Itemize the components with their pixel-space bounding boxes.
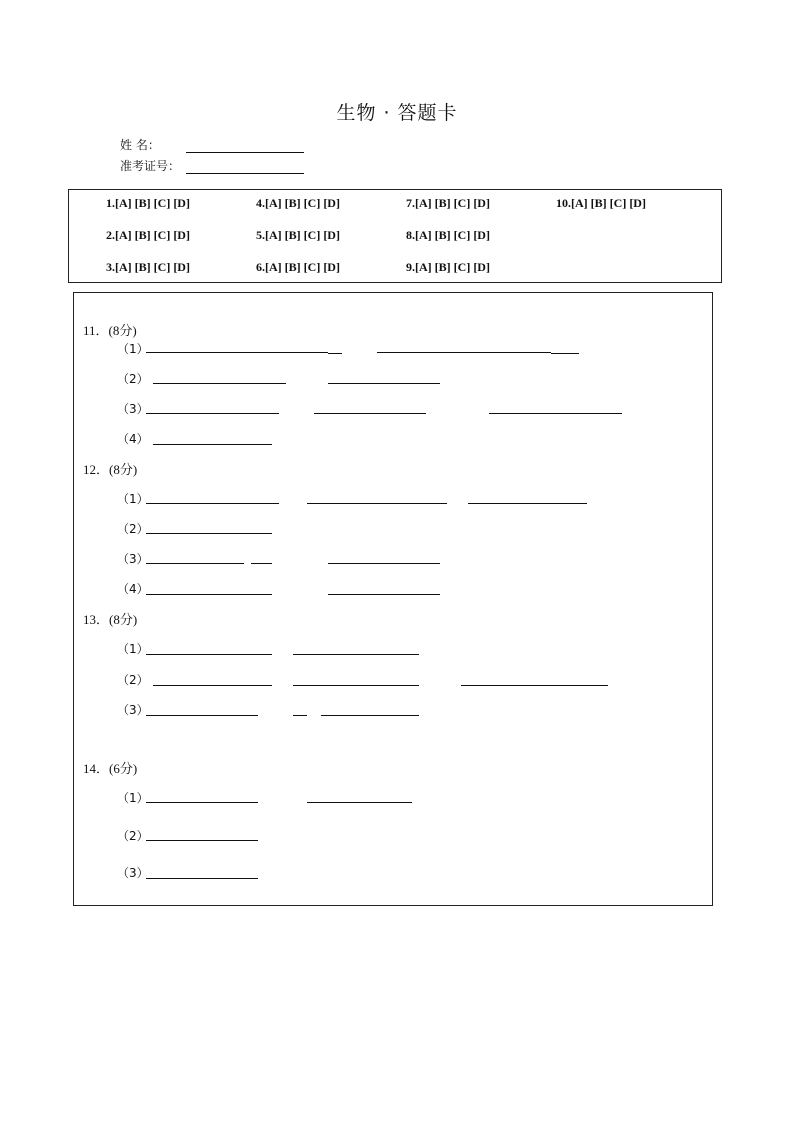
question-13-heading: 13．(8分) xyxy=(83,612,138,627)
q11-part-4-label: （4） xyxy=(117,432,149,446)
q13-part-1-label: （1） xyxy=(117,642,149,656)
q11-4-blank-a[interactable] xyxy=(153,444,272,445)
q12-part-3-label: （3） xyxy=(117,552,149,566)
mc-item-5[interactable]: 5.[A] [B] [C] [D] xyxy=(256,228,340,242)
q13-2-blank-c[interactable] xyxy=(461,685,608,686)
mc-item-4[interactable]: 4.[A] [B] [C] [D] xyxy=(256,196,340,210)
q13-part-2-label: （2） xyxy=(117,673,149,687)
q11-2-blank-b[interactable] xyxy=(328,383,440,384)
question-11-heading: 11．(8分) xyxy=(83,323,137,338)
q13-2-blank-b[interactable] xyxy=(293,685,419,686)
q12-4-blank-a[interactable] xyxy=(146,594,272,595)
q14-1-blank-b[interactable] xyxy=(307,802,412,803)
name-row xyxy=(120,136,304,153)
q11-2-blank-a[interactable] xyxy=(153,383,286,384)
q12-part-4-label: （4） xyxy=(117,582,149,596)
q12-1-blank-a[interactable] xyxy=(146,503,279,504)
q14-part-2-label: （2） xyxy=(117,829,149,843)
q13-1-blank-b[interactable] xyxy=(293,654,419,655)
mc-item-2[interactable]: 2.[A] [B] [C] [D] xyxy=(106,228,190,242)
mc-item-9[interactable]: 9.[A] [B] [C] [D] xyxy=(406,260,490,274)
q11-part-3-label: （3） xyxy=(117,402,149,416)
q14-part-3-label: （3） xyxy=(117,866,149,880)
q11-3-blank-c[interactable] xyxy=(489,413,622,414)
mc-item-6[interactable]: 6.[A] [B] [C] [D] xyxy=(256,260,340,274)
q12-3-blank-a-tail xyxy=(251,563,272,564)
name-field[interactable] xyxy=(186,140,304,153)
q14-1-blank-a[interactable] xyxy=(146,802,258,803)
q13-2-blank-a[interactable] xyxy=(153,685,272,686)
mc-item-1[interactable]: 1.[A] [B] [C] [D] xyxy=(106,196,190,210)
q13-3-blank-b-lead xyxy=(293,715,307,716)
q11-1-blank-b-tail xyxy=(551,353,579,354)
q11-1-blank-b[interactable] xyxy=(377,352,551,353)
mc-item-3[interactable]: 3.[A] [B] [C] [D] xyxy=(106,260,190,274)
q12-part-2-label: （2） xyxy=(117,522,149,536)
q14-3-blank-a[interactable] xyxy=(146,878,258,879)
question-12-heading: 12．(8分) xyxy=(83,462,138,477)
q13-3-blank-b[interactable] xyxy=(321,715,419,716)
q11-3-blank-a[interactable] xyxy=(146,413,279,414)
q12-1-blank-b[interactable] xyxy=(307,503,447,504)
exam-id-row xyxy=(120,157,304,174)
q14-2-blank-a[interactable] xyxy=(146,840,258,841)
q11-1-blank-a[interactable] xyxy=(146,352,328,353)
answer-box xyxy=(73,292,713,906)
name-label: 姓 名： xyxy=(120,138,160,152)
q12-2-blank-a[interactable] xyxy=(146,533,272,534)
mc-item-10[interactable]: 10.[A] [B] [C] [D] xyxy=(556,196,646,210)
page-title: 生物 · 答题卡 xyxy=(336,102,458,124)
q12-3-blank-a[interactable] xyxy=(146,563,244,564)
mc-item-8[interactable]: 8.[A] [B] [C] [D] xyxy=(406,228,490,242)
q13-1-blank-a[interactable] xyxy=(146,654,272,655)
q12-part-1-label: （1） xyxy=(117,492,149,506)
q11-1-blank-a-tail xyxy=(328,353,342,354)
exam-id-field[interactable] xyxy=(186,161,304,174)
exam-id-label: 准考证号： xyxy=(120,159,181,173)
q14-part-1-label: （1） xyxy=(117,791,149,805)
question-14-heading: 14．(6分) xyxy=(83,761,138,776)
q13-part-3-label: （3） xyxy=(117,703,149,717)
q11-3-blank-b[interactable] xyxy=(314,413,426,414)
q13-3-blank-a[interactable] xyxy=(146,715,258,716)
q12-1-blank-c[interactable] xyxy=(468,503,587,504)
q11-part-1-label: （1） xyxy=(117,342,149,356)
q11-part-2-label: （2） xyxy=(117,372,149,386)
q12-3-blank-b[interactable] xyxy=(328,563,440,564)
q12-4-blank-b[interactable] xyxy=(328,594,440,595)
mc-item-7[interactable]: 7.[A] [B] [C] [D] xyxy=(406,196,490,210)
